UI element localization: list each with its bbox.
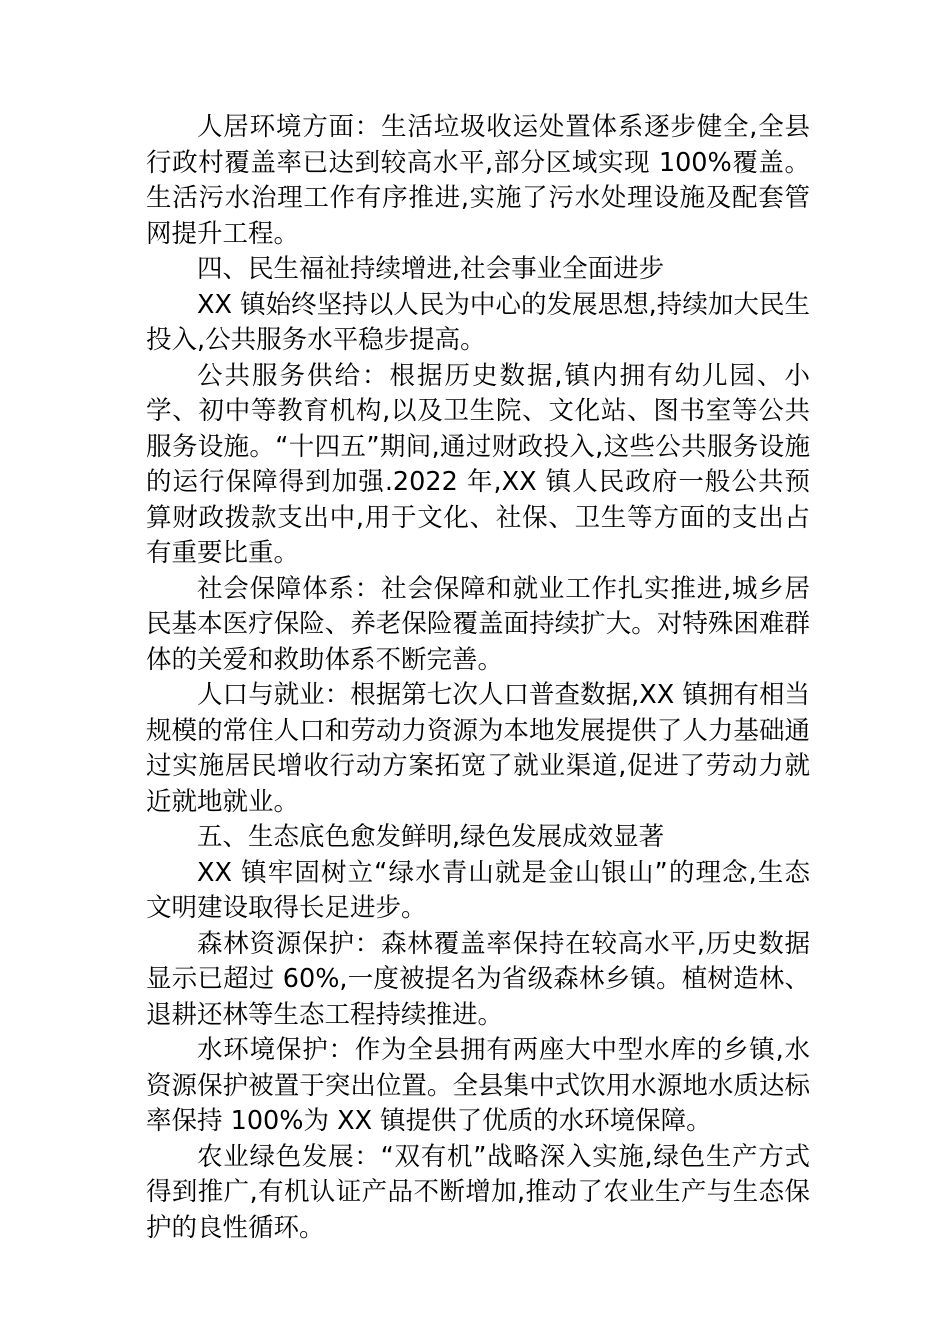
- paragraph-water-protection: 水环境保护：作为全县拥有两座大中型水库的乡镇,水资源保护被置于突出位置。全县集中式饮用水源地水质达标率保持 100%为 XX 镇提供了优质的水环境保障。: [146, 1035, 810, 1136]
- paragraph-ecology-intro: XX 镇牢固树立“绿水青山就是金山银山”的理念,生态文明建设取得长足进步。: [146, 857, 810, 923]
- document-page: [146, 110, 810, 1246]
- paragraph-public-services: 公共服务供给：根据历史数据,镇内拥有幼儿园、小学、初中等教育机构,以及卫生院、文化站、图书室等公共服务设施。“十四五”期间,通过财政投入,这些公共服务设施的运行保障得到加强.2022 年,XX 镇人民政府一般公共预算财政拨款支出中,用于文化、社保、卫生等方面的支出占有重要比重。: [146, 360, 810, 568]
- section-heading-livelihood: 四、民生福祉持续增进,社会事业全面进步: [197, 254, 665, 284]
- section-heading-ecology: 五、生态底色愈发鲜明,绿色发展成效显著: [197, 822, 665, 852]
- paragraph-green-agriculture: 农业绿色发展：“双有机”战略深入实施,绿色生产方式得到推广,有机认证产品不断增加,推动了农业生产与生态保护的良性循环。: [146, 1141, 810, 1243]
- paragraph-forest-protection: 森林资源保护：森林覆盖率保持在较高水平,历史数据显示已超过 60%,一度被提名为省级森林乡镇。植树造林、退耕还林等生态工程持续推进。: [146, 928, 810, 1030]
- paragraph-livelihood-intro: XX 镇始终坚持以人民为中心的发展思想,持续加大民生投入,公共服务水平稳步提高。: [146, 289, 810, 355]
- paragraph-living-environment: 人居环境方面：生活垃圾收运处置体系逐步健全,全县行政村覆盖率已达到较高水平,部分区域实现 100%覆盖。生活污水治理工作有序推进,实施了污水处理设施及配套管网提升工程。: [146, 112, 810, 249]
- paragraph-social-security: 社会保障体系：社会保障和就业工作扎实推进,城乡居民基本医疗保险、养老保险覆盖面持续扩大。对特殊困难群体的关爱和救助体系不断完善。: [146, 573, 810, 675]
- paragraph-population-employment: 人口与就业：根据第七次人口普查数据,XX 镇拥有相当规模的常住人口和劳动力资源为本地发展提供了人力基础通过实施居民增收行动方案拓宽了就业渠道,促进了劳动力就近就地就业。: [146, 680, 810, 817]
